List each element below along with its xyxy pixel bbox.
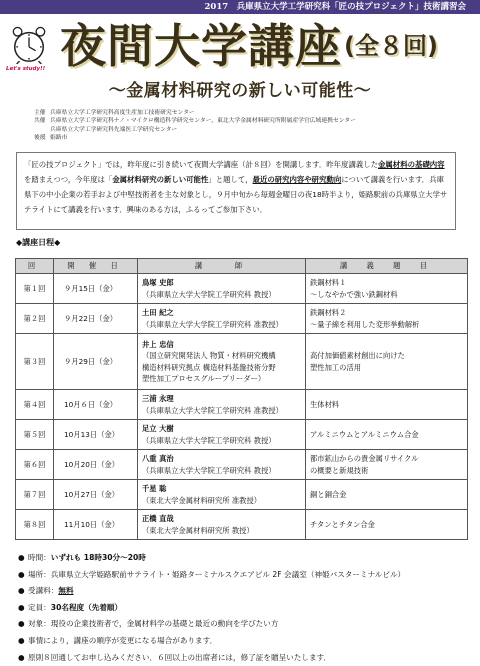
session-topic: 高付加価値素材創出に向けた 塑性加工の活用 [306,334,468,390]
organizer-row: 後援 姫路市 [34,135,68,142]
info-note: ● 原則８回通してお申し込みください．６回以上の出席者には，修了証を贈呈いたします． [18,650,405,666]
col-header-date: 開 催 日 [54,259,138,274]
session-number: 第６回 [16,450,54,480]
col-header-lecturer: 講 師 [138,259,306,274]
info-place: ● 場所：兵庫県立大学姫路駅前サテライト・姫路ターミナルスクエアビル 2F 会議室（神姫バスターミナルビル） [18,567,405,584]
session-date: 10月13日（金） [54,420,138,450]
session-number: 第４回 [16,390,54,420]
table-header-row [16,259,468,274]
info-fee: ● 受講料：無料 [18,583,405,600]
table-row [16,274,468,304]
bullet-icon: ● [18,619,25,629]
info-list [18,550,405,666]
bullet-icon: ● [18,569,25,579]
session-topic: 都市鉱山からの貴金属リサイクル の概要と新規技術 [306,450,468,480]
intro-box: 「匠の技プロジェクト」では，昨年度に引き続いて夜間大学講座（計８回）を開講します．昨年度講義した金属材料の基礎内容を踏まえつつ，今年度は「金属材料研究の新しい可能性」と題して，最近の研究内容や研究動向について講義を行います．兵庫県下の中小企業の若手および中堅技術者を主な対象とし，９月中旬から毎週金曜日の夜18時半より，姫路駅前の兵庫県立大学サテライトにて講義を行います．興味のある方は，ふるってご参加下さい． [16,152,456,230]
bullet-icon: ● [18,553,25,562]
top-banner: 2017 兵庫県立大学工学研究科「匠の技プロジェクト」技術講習会 [0,0,480,14]
session-number: 第７回 [16,480,54,510]
session-lecturer: 鳥塚 史郎 （兵庫県立大学大学院工学研究科 教授） [138,274,306,304]
session-date: ９月22日（金） [54,304,138,334]
session-lecturer: 正橋 直哉 （東北大学金属材料研究所 教授） [138,510,306,540]
info-time: ● 時間：いずれも 18時30分～20時 [18,550,405,567]
session-date: 10月20日（金） [54,450,138,480]
session-lecturer: 足立 大樹 （兵庫県立大学大学院工学研究科 教授） [138,420,306,450]
session-date: 10月６日（金） [54,390,138,420]
alarm-clock-icon [10,26,48,64]
title-count: (全８回) [344,32,438,60]
session-date: ９月29日（金） [54,334,138,390]
table-row [16,450,468,480]
table-row [16,334,468,390]
session-number: 第３回 [16,334,54,390]
intro-highlight: 金属材料の基礎内容 [378,160,445,169]
organizer-row: 共催 兵庫県立大学工学研究科ナノ・マイクロ構造科学研究センター，東北大学金属材料研究所附属産学官広域連携センター [34,118,356,125]
bullet-icon: ● [18,586,25,596]
session-topic: アルミニウムとアルミニウム合金 [306,420,468,450]
session-topic: 鉄鋼材料１ ～しなやかで強い鉄鋼材料 [306,274,468,304]
session-topic: チタンとチタン合金 [306,510,468,540]
session-number: 第５回 [16,420,54,450]
session-lecturer: 三浦 永理 （兵庫県立大学大学院工学研究科 准教授） [138,390,306,420]
session-date: 10月27日（金） [54,480,138,510]
intro-theme: 金属材料研究の新しい可能性 [112,175,209,184]
table-row [16,510,468,540]
intro-highlight: 最近の研究内容や研究動向 [252,175,342,184]
session-number: 第２回 [16,304,54,334]
session-date: 11月10日（金） [54,510,138,540]
col-header-topic: 講 義 題 目 [306,259,468,274]
page-subtitle: ～金属材料研究の新しい可能性～ [108,81,372,101]
schedule-heading: ◆講座日程◆ [16,238,61,247]
info-note: ● 事情により，講座の順序が変更になる場合があります． [18,633,405,650]
session-lecturer: 八重 真治 （兵庫県立大学大学院工学研究科 教授） [138,450,306,480]
session-topic: 生体材料 [306,390,468,420]
session-number: 第１回 [16,274,54,304]
session-lecturer: 井上 忠信 （国立研究開発法人 物質・材料研究機構 構造材料研究拠点 構造材料基盤技術分野 塑性加工プロセスグループリーダー） [138,334,306,390]
organizer-row: 兵庫県立大学工学研究科先端医工学研究センター [50,126,178,133]
schedule-table [15,258,468,540]
table-row [16,304,468,334]
bullet-icon: ● [18,602,25,612]
bullet-icon: ● [18,652,25,662]
session-topic: 銅と銅合金 [306,480,468,510]
title-main: 夜間大学講座 [60,19,342,73]
session-lecturer: 千星 聡 （東北大学金属材料研究所 准教授） [138,480,306,510]
session-lecturer: 土田 紀之 （兵庫県立大学大学院工学研究科 准教授） [138,304,306,334]
table-row [16,480,468,510]
organizer-row: 主催 兵庫県立大学工学研究科高度生産加工技術研究センター [34,110,195,116]
page-title [60,14,460,78]
clock-caption: Let's study!! [6,66,46,72]
organizers-block [34,109,356,143]
col-header-number: 回 [16,259,54,274]
info-capacity: ● 定員：30名程度（先着順） [18,600,405,617]
session-topic: 鉄鋼材料２ ～量子線を利用した変形挙動解析 [306,304,468,334]
table-row [16,420,468,450]
info-target: ● 対象：現役の企業技術者で，金属材料学の基礎と最近の動向を学びたい方 [18,616,405,633]
session-date: ９月15日（金） [54,274,138,304]
table-row [16,390,468,420]
bullet-icon: ● [18,635,25,645]
session-number: 第８回 [16,510,54,540]
